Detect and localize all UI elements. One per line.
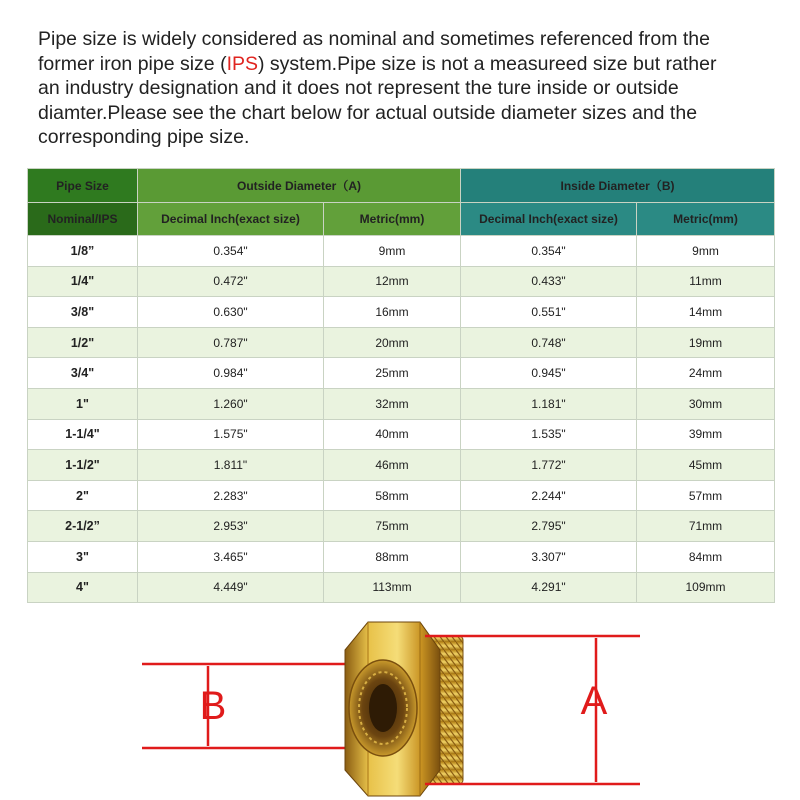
cell-nominal: 1-1/4" (28, 419, 138, 450)
cell-id-mm: 9mm (637, 236, 775, 267)
cell-od-mm: 20mm (324, 327, 461, 358)
intro-paragraph (38, 27, 738, 150)
cell-nominal: 1/4" (28, 266, 138, 297)
cell-id-inch: 4.291" (461, 572, 637, 603)
cell-od-inch: 1.811" (138, 450, 324, 481)
subheader-id-metric: Metric(mm) (637, 203, 775, 236)
header-outside-diameter: Outside Diameter（A) (138, 169, 461, 203)
cell-id-inch: 1.181" (461, 388, 637, 419)
cell-od-inch: 1.575" (138, 419, 324, 450)
cell-od-inch: 2.283" (138, 480, 324, 511)
cell-od-mm: 46mm (324, 450, 461, 481)
cell-id-inch: 0.551" (461, 297, 637, 328)
cell-nominal: 4" (28, 572, 138, 603)
cell-od-inch: 1.260" (138, 388, 324, 419)
cell-id-mm: 109mm (637, 572, 775, 603)
cell-nominal: 2-1/2” (28, 511, 138, 542)
ips-highlight: IPS (226, 52, 259, 75)
table-row (28, 297, 775, 328)
cell-id-inch: 0.945" (461, 358, 637, 389)
cell-id-inch: 2.244" (461, 480, 637, 511)
intro-text-part2: ) system.Pipe size is not a measureed size but rather an industry designation and it does not represent the ture inside or outside diamter.Please see the chart below for actual outside diameter sizes and the corresponding pipe size. (38, 52, 717, 148)
cell-id-inch: 1.535" (461, 419, 637, 450)
cell-od-inch: 0.787" (138, 327, 324, 358)
cell-id-inch: 0.748" (461, 327, 637, 358)
header-inside-diameter: Inside Diameter（B) (461, 169, 775, 203)
cell-od-mm: 25mm (324, 358, 461, 389)
cell-id-mm: 71mm (637, 511, 775, 542)
table-row (28, 480, 775, 511)
fitting-dimension-diagram (0, 610, 800, 800)
cell-id-mm: 57mm (637, 480, 775, 511)
subheader-nominal: Nominal/IPS (28, 203, 138, 236)
cell-nominal: 3/4" (28, 358, 138, 389)
table-row (28, 541, 775, 572)
table-row (28, 388, 775, 419)
table-row (28, 450, 775, 481)
table-row (28, 327, 775, 358)
cell-od-mm: 58mm (324, 480, 461, 511)
cell-od-mm: 113mm (324, 572, 461, 603)
label-b: B (199, 684, 227, 728)
label-a: A (580, 679, 608, 723)
cell-od-inch: 0.984" (138, 358, 324, 389)
brass-reducer-bushing (345, 622, 463, 796)
cell-od-inch: 3.465" (138, 541, 324, 572)
subheader-id-decimal: Decimal Inch(exact size) (461, 203, 637, 236)
cell-nominal: 1/8” (28, 236, 138, 267)
cell-id-mm: 19mm (637, 327, 775, 358)
cell-od-inch: 2.953" (138, 511, 324, 542)
table-row (28, 236, 775, 267)
table-row (28, 419, 775, 450)
cell-id-mm: 14mm (637, 297, 775, 328)
cell-od-inch: 4.449" (138, 572, 324, 603)
cell-nominal: 3" (28, 541, 138, 572)
cell-nominal: 1/2" (28, 327, 138, 358)
cell-id-mm: 11mm (637, 266, 775, 297)
cell-od-mm: 40mm (324, 419, 461, 450)
table-row (28, 266, 775, 297)
table-body (28, 236, 775, 603)
cell-nominal: 2" (28, 480, 138, 511)
subheader-od-decimal: Decimal Inch(exact size) (138, 203, 324, 236)
cell-id-inch: 0.354" (461, 236, 637, 267)
cell-id-mm: 24mm (637, 358, 775, 389)
table-header-row (28, 169, 775, 203)
header-pipe-size: Pipe Size (28, 169, 138, 203)
cell-od-mm: 75mm (324, 511, 461, 542)
cell-od-mm: 9mm (324, 236, 461, 267)
cell-od-inch: 0.630" (138, 297, 324, 328)
cell-id-inch: 2.795" (461, 511, 637, 542)
table-subheader-row (28, 203, 775, 236)
cell-id-mm: 39mm (637, 419, 775, 450)
cell-od-mm: 32mm (324, 388, 461, 419)
pipe-size-table (27, 168, 775, 603)
cell-id-mm: 84mm (637, 541, 775, 572)
cell-nominal: 1" (28, 388, 138, 419)
cell-id-inch: 3.307" (461, 541, 637, 572)
cell-od-inch: 0.354" (138, 236, 324, 267)
cell-id-inch: 1.772" (461, 450, 637, 481)
cell-nominal: 1-1/2" (28, 450, 138, 481)
table-row (28, 572, 775, 603)
table-row (28, 358, 775, 389)
cell-od-mm: 12mm (324, 266, 461, 297)
cell-id-inch: 0.433" (461, 266, 637, 297)
subheader-od-metric: Metric(mm) (324, 203, 461, 236)
cell-od-inch: 0.472" (138, 266, 324, 297)
cell-od-mm: 88mm (324, 541, 461, 572)
intro-text-part1: Pipe size is widely considered as nominal and sometimes referenced from the former iron pipe size ( (38, 28, 710, 75)
cell-od-mm: 16mm (324, 297, 461, 328)
cell-id-mm: 45mm (637, 450, 775, 481)
cell-nominal: 3/8" (28, 297, 138, 328)
table-row (28, 511, 775, 542)
cell-id-mm: 30mm (637, 388, 775, 419)
